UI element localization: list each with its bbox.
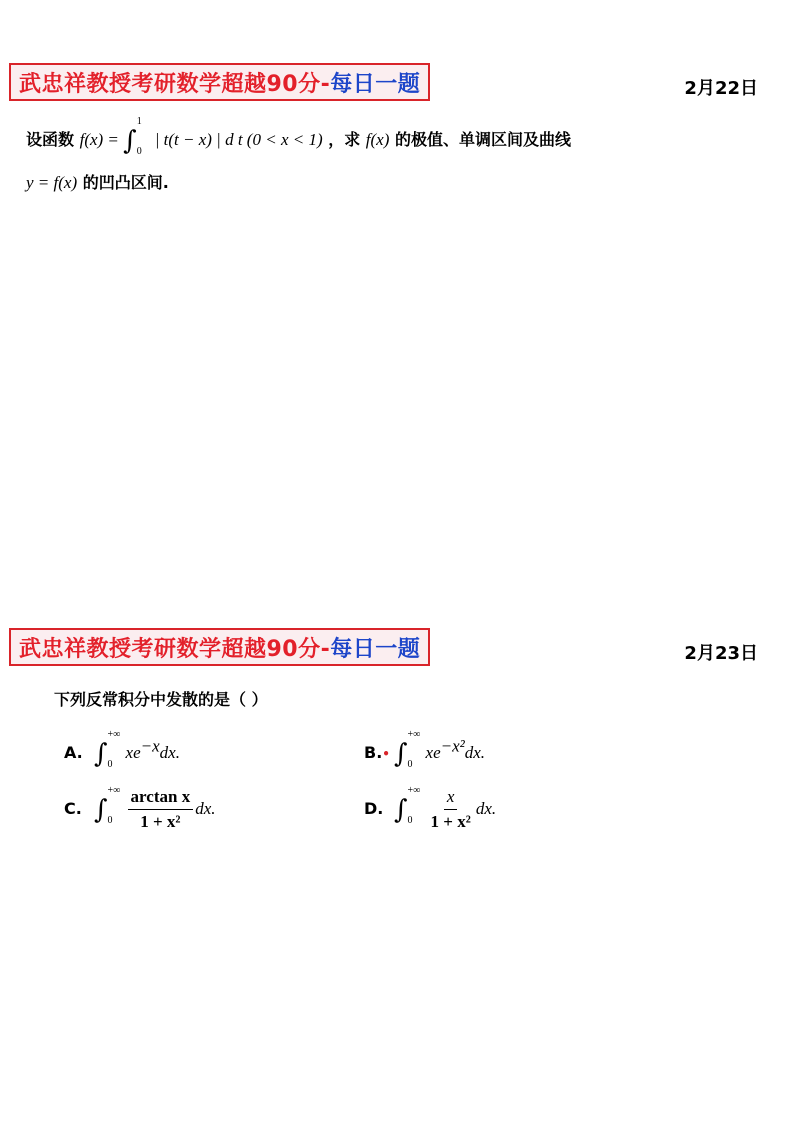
function-def: f(x) = — [79, 130, 124, 149]
prefix-text: 设函数 — [26, 130, 75, 149]
lower-limit: 0 — [136, 146, 142, 157]
differential: dx. — [464, 743, 486, 762]
upper-limit: +∞ — [407, 785, 421, 796]
numerator: arctan x — [128, 787, 194, 810]
integral-sign: ∫ — [394, 795, 408, 825]
integral-sign: ∫ — [94, 795, 108, 825]
lower-limit: 0 — [107, 759, 113, 770]
integrand: xe — [125, 743, 141, 762]
banner-title-2 — [9, 628, 430, 666]
problem-line-2 — [26, 170, 169, 193]
banner-title — [9, 63, 430, 101]
exponent: −x — [140, 736, 160, 756]
denominator: 1 + x² — [430, 812, 471, 831]
banner-title-blue: 每日一题 — [330, 71, 421, 97]
upper-limit: +∞ — [107, 785, 121, 796]
banner-title-blue-2: 每日一题 — [330, 636, 421, 662]
fx-symbol: f(x) — [365, 130, 390, 149]
option-d-label: D. — [364, 799, 384, 818]
problem-line-1 — [26, 116, 571, 157]
question-text: 下列反常积分中发散的是（ ） — [54, 690, 268, 709]
denominator: 1 + x² — [140, 812, 181, 831]
suffix-text: 的极值、单调区间及曲线 — [394, 130, 571, 149]
lower-limit: 0 — [107, 815, 113, 826]
fraction — [128, 787, 194, 832]
option-a — [64, 729, 180, 770]
option-c-label: C. — [64, 799, 82, 818]
upper-limit: +∞ — [107, 729, 121, 740]
fraction — [428, 787, 474, 832]
option-b — [364, 729, 486, 770]
integrand: xe — [425, 743, 441, 762]
exponent: −x² — [440, 736, 465, 756]
lower-limit: 0 — [407, 759, 413, 770]
red-mark-icon: • — [382, 747, 390, 761]
upper-limit: +∞ — [407, 729, 421, 740]
option-a-label: A. — [64, 743, 83, 762]
problem-date: 2月22日 — [684, 78, 758, 99]
integral-sign: ∫ — [123, 126, 137, 156]
suffix-text-2: 的凹凸区间. — [82, 173, 169, 192]
integral-sign: ∫ — [94, 739, 108, 769]
option-d — [364, 787, 496, 832]
banner-title-red-2: 武忠祥教授考研数学超越90分- — [19, 636, 331, 662]
banner-title-red: 武忠祥教授考研数学超越90分- — [19, 71, 331, 97]
integrand: | t(t − x) | d t (0 < x < 1) — [154, 130, 323, 149]
integral-sign: ∫ — [394, 739, 408, 769]
problem-date-2: 2月23日 — [684, 643, 758, 664]
upper-limit: 1 — [136, 116, 142, 127]
mid-text: ，求 — [328, 130, 361, 149]
differential: dx. — [195, 799, 216, 818]
lower-limit: 0 — [407, 815, 413, 826]
differential: dx. — [475, 799, 497, 818]
option-c — [64, 787, 216, 832]
curve-equation: y = f(x) — [26, 173, 78, 192]
differential: dx. — [159, 743, 180, 762]
option-b-label: B.• — [364, 743, 390, 762]
numerator: x — [444, 787, 458, 810]
